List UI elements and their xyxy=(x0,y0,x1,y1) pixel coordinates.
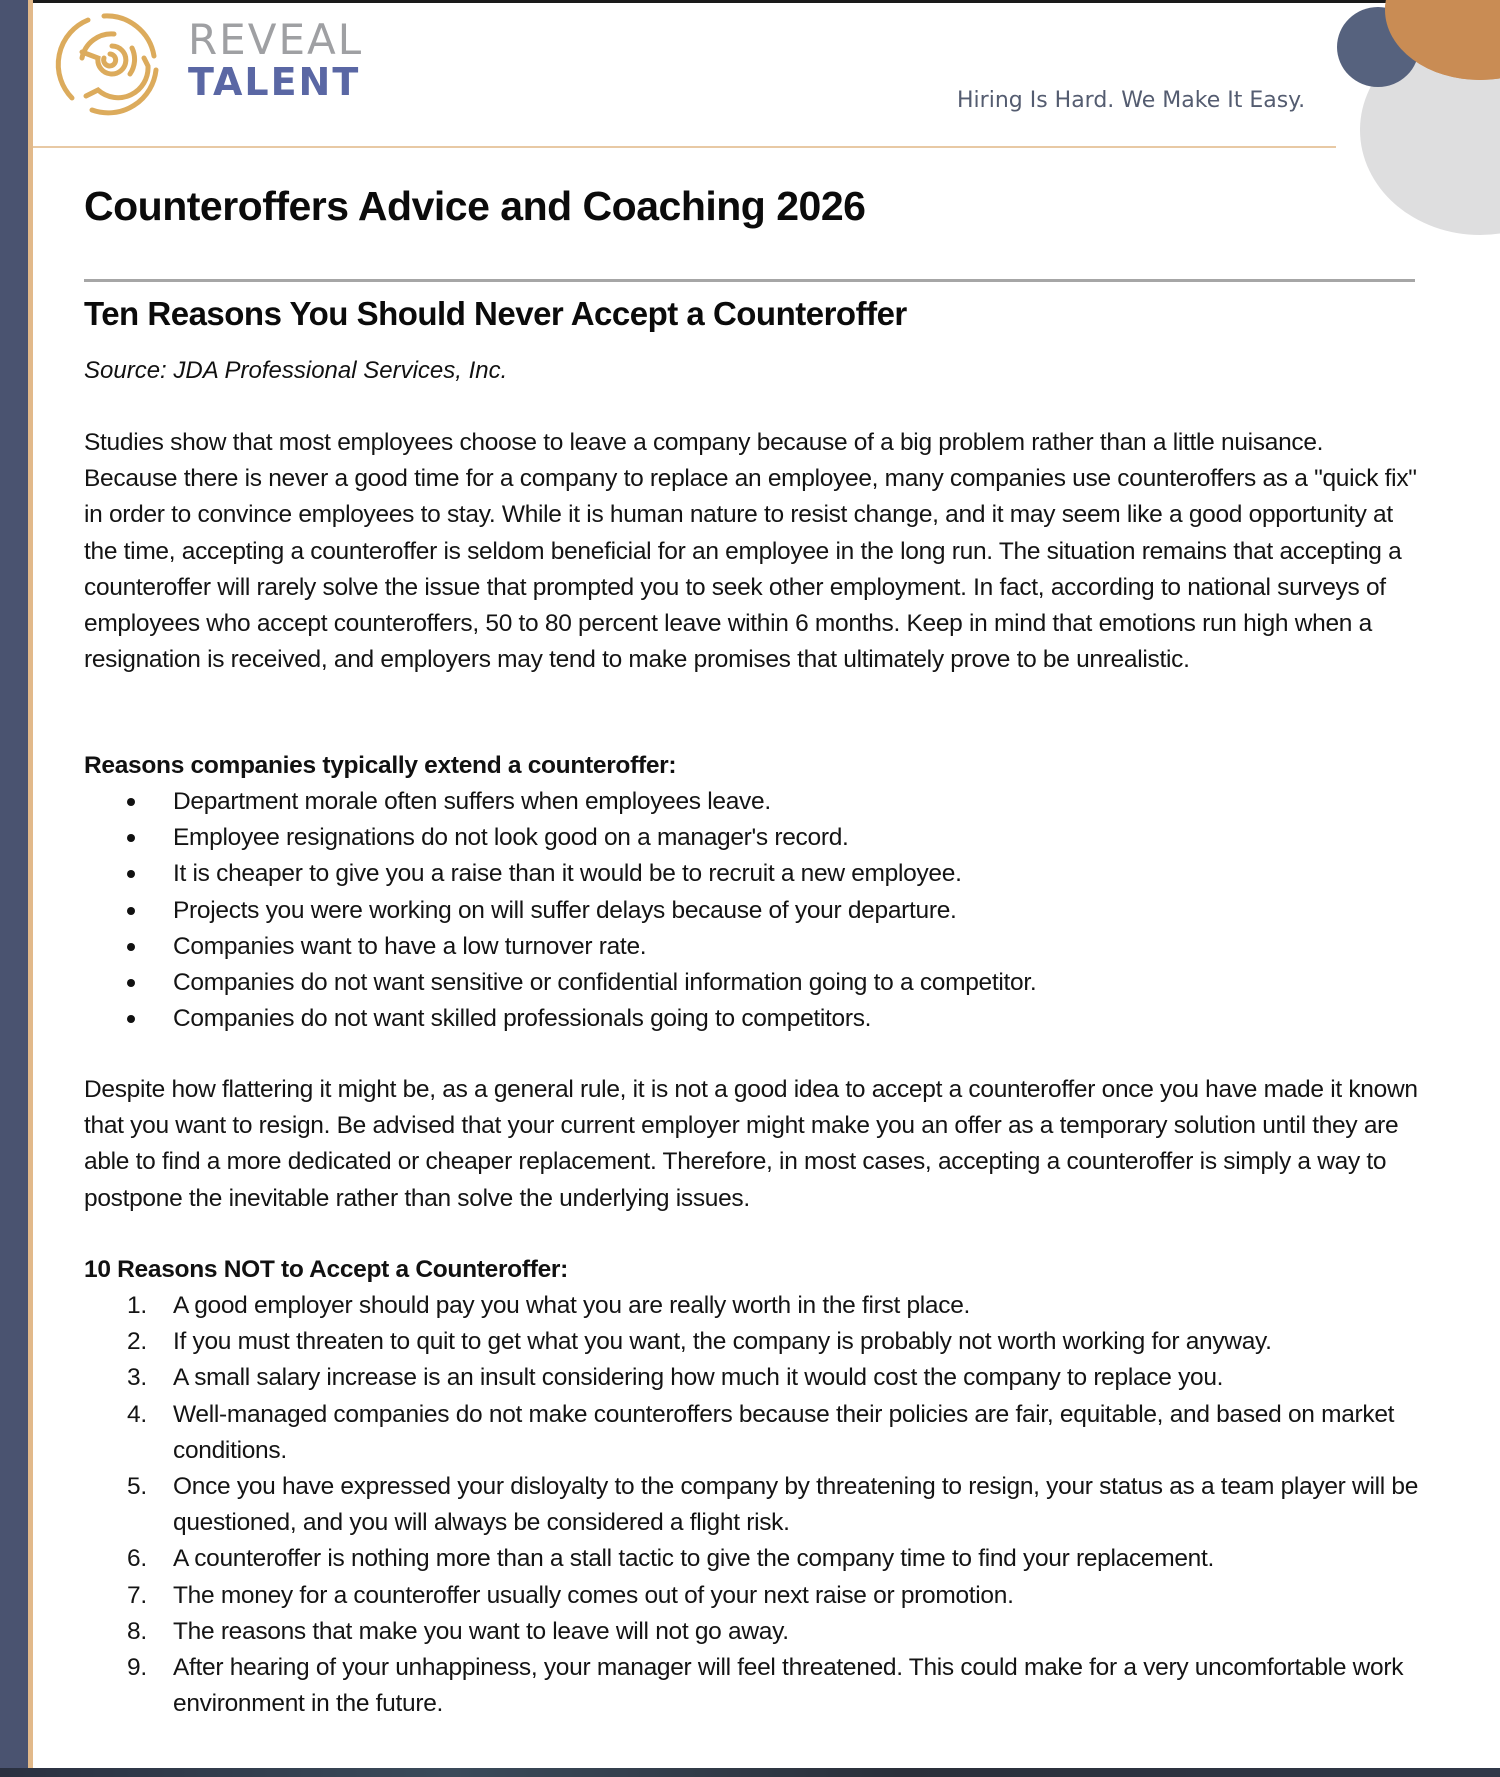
bullet-icon xyxy=(127,979,135,987)
list-item-text: Companies do not want sensitive or confidential information going to a competitor. xyxy=(173,969,1037,997)
item-number: 7. xyxy=(127,1581,147,1609)
numbered-item-text: A counteroffer is nothing more than a stall tactic to give the company time to find your replacement. xyxy=(173,1545,1215,1573)
numbered-item-text: After hearing of your unhappiness, your manager will feel threatened. This could make for a very uncomfortable work environment in the future. xyxy=(173,1654,1404,1718)
item-number: 5. xyxy=(127,1473,147,1501)
numbered-item xyxy=(84,1578,1419,1614)
item-number: 1. xyxy=(127,1292,147,1319)
list-item-text: Employee resignations do not look good on a manager's record. xyxy=(173,824,849,852)
intro-paragraph: Studies show that most employees choose to leave a company because of a big problem rather than a little nuisance. Because there is never a good time for a company to replace an employee, many companies use counteroffers as a "quick fix" in order to convince employees to stay. While it is human nature to resist change, and it may seem like a good opportunity at the time, accepting a counteroffer is seldom beneficial for an employee in the long run. The situation remains that accepting a counteroffer will rarely solve the issue that prompted you to seek other employment. In fact, according to national surveys of employees who accept counteroffers, 50 to 80 percent leave within 6 months. Keep in mind that emotions run high when a resignation is received, and employers may tend to make promises that ultimately prove to be unrealistic. xyxy=(84,429,1417,674)
list-item xyxy=(84,784,1419,820)
numbered-item-text: The money for a counteroffer usually comes out of your next raise or promotion. xyxy=(173,1581,1014,1609)
item-number: 4. xyxy=(127,1400,147,1428)
bullet-icon xyxy=(127,907,135,915)
logo-wordmark-reveal: REVEAL xyxy=(188,15,364,64)
numbered-item xyxy=(84,1614,1419,1650)
left-decorative-bar xyxy=(0,0,28,1777)
numbered-item-text: If you must threaten to quit to get what you want, the company is probably not worth working for anyway. xyxy=(173,1328,1272,1356)
window-bottom-edge xyxy=(0,1768,1500,1777)
list-item-text: Companies want to have a low turnover rate. xyxy=(173,932,647,960)
numbered-item xyxy=(84,1541,1419,1577)
numbered-item-text: Once you have expressed your disloyalty to the company by threatening to resign, your status as a team player will be questioned, and you will always be considered a flight risk. xyxy=(173,1473,1419,1537)
list-item-text: Companies do not want skilled professionals going to competitors. xyxy=(173,1005,872,1033)
logo-wordmark-talent: TALENT xyxy=(188,60,361,104)
numbered-item xyxy=(84,1288,1419,1324)
list-item xyxy=(84,856,1419,892)
list-item xyxy=(84,893,1419,929)
bullet-icon xyxy=(127,834,135,842)
item-number: 3. xyxy=(127,1364,147,1392)
item-number: 2. xyxy=(127,1328,147,1356)
item-number: 6. xyxy=(127,1545,147,1573)
list-item xyxy=(84,965,1419,1001)
numbered-item xyxy=(84,1469,1419,1541)
title-divider xyxy=(84,279,1415,282)
bullet-icon xyxy=(127,1015,135,1023)
numbered-item-text: A small salary increase is an insult considering how much it would cost the company to replace you. xyxy=(173,1364,1224,1392)
not-accept-list xyxy=(84,1288,1419,1722)
bullet-icon xyxy=(127,798,135,806)
header-divider xyxy=(33,146,1336,148)
advice-paragraph: Despite how flattering it might be, as a general rule, it is not a good idea to accept a counteroffer once you have made it known that you want to resign. Be advised that your current employer might make you an offer as a temporary solution until they are able to find a more dedicated or cheaper replacement. Therefore, in most cases, accepting a counteroffer is simply a way to postpone the inevitable rather than solve the underlying issues. xyxy=(84,1076,1418,1212)
brand-tagline: Hiring Is Hard. We Make It Easy. xyxy=(957,88,1306,113)
list-item-text: Department morale often suffers when employees leave. xyxy=(173,788,771,815)
numbered-item-text: A good employer should pay you what you are really worth in the first place. xyxy=(173,1292,971,1319)
numbered-item xyxy=(84,1650,1419,1722)
item-number: 9. xyxy=(127,1654,147,1682)
document-title: Counteroffers Advice and Coaching 2026 xyxy=(84,183,866,229)
numbered-item xyxy=(84,1324,1419,1360)
window-top-border xyxy=(0,0,1500,3)
decorative-circles xyxy=(1330,0,1500,240)
reasons-list xyxy=(84,784,1419,1037)
list-item xyxy=(84,929,1419,965)
numbered-item xyxy=(84,1360,1419,1396)
list-item xyxy=(84,820,1419,856)
list-item-text: Projects you were working on will suffer delays because of your departure. xyxy=(173,896,957,924)
list-item-text: It is cheaper to give you a raise than it would be to recruit a new employee. xyxy=(173,860,962,888)
item-number: 8. xyxy=(127,1617,147,1645)
not-accept-heading: 10 Reasons NOT to Accept a Counteroffer: xyxy=(84,1256,568,1283)
brand-logo xyxy=(52,8,382,118)
left-gold-stripe xyxy=(28,0,33,1777)
numbered-item-text: The reasons that make you want to leave will not go away. xyxy=(173,1617,789,1645)
maze-logo-icon xyxy=(52,8,172,118)
source-citation: Source: JDA Professional Services, Inc. xyxy=(84,357,508,384)
bullet-icon xyxy=(127,870,135,878)
section-title: Ten Reasons You Should Never Accept a Counteroffer xyxy=(84,295,907,332)
bullet-icon xyxy=(127,943,135,951)
reasons-heading: Reasons companies typically extend a counteroffer: xyxy=(84,752,677,779)
list-item xyxy=(84,1001,1419,1037)
numbered-item-text: Well-managed companies do not make counteroffers because their policies are fair, equitable, and based on market conditions. xyxy=(173,1400,1395,1464)
numbered-item xyxy=(84,1397,1419,1469)
